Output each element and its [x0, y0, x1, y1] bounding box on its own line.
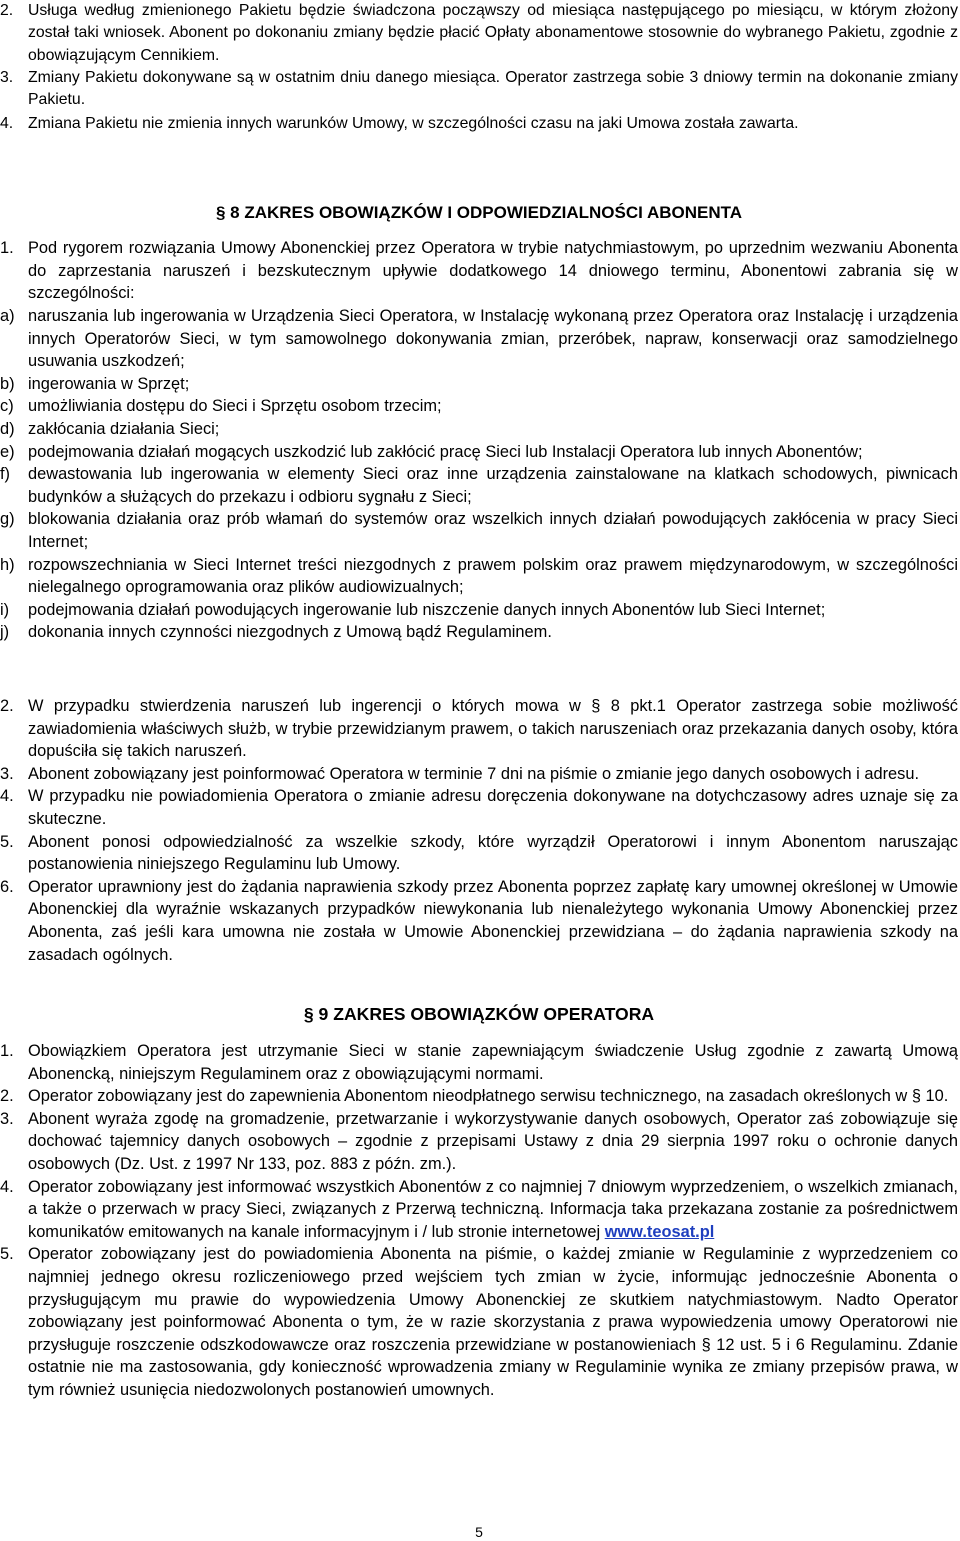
sub-item-text: blokowania działania oraz prób włamań do systemów oraz wszelkich innych działań powodujących zakłócenia w pracy Sieci Internet;	[28, 510, 958, 551]
list-item	[0, 1108, 958, 1176]
sub-item-text: dewastowania lub ingerowania w elementy Sieci oraz inne urządzenia zainstalowane na klatkach schodowych, piwnicach budynków a służących do przekazu i odbioru sygnału z Sieci;	[28, 465, 958, 506]
item-text: Abonent wyraża zgodę na gromadzenie, przetwarzanie i wykorzystywanie danych osobowych, Operator zaś zobowiązuje się dochować tajemnicy danych osobowych – zgodnie z przepisami Ustawy z dnia 29 sierpnia 1997 roku o ochronie danych osobowych (Dz. Ust. z 1997 Nr 133, poz. 883 z późn. zm.).	[28, 1109, 958, 1173]
item-number: 1.	[0, 239, 14, 257]
sub-item-text: rozpowszechniania w Sieci Internet treści niezgodnych z prawem polskim oraz prawem międzynarodowym, w szczególności nielegalnego oprogramowania oraz plików audiowizualnych;	[28, 555, 958, 597]
item-number: 4.	[0, 787, 14, 806]
list-item	[0, 237, 958, 305]
item-number: 2.	[0, 2, 14, 19]
sub-item-letter: f)	[0, 465, 11, 484]
list-item	[0, 1085, 958, 1108]
item-text: Abonent ponosi odpowiedzialność za wszelkie szkody, które wyrządził Operatorowi i innym Abonentom naruszając postanowienia niniejszego Regulaminu lub Umowy.	[28, 832, 958, 874]
sub-item	[0, 599, 958, 622]
sub-item-letter: j)	[0, 623, 10, 642]
item-text: Zmiany Pakietu dokonywane są w ostatnim dniu danego miesiąca. Operator zastrzega sobie 3 dniowy termin na dokonanie zmiany Pakietu.	[28, 69, 958, 109]
item-text: W przypadku stwierdzenia naruszeń lub ingerencji o których mowa w § 8 pkt.1 Operator zastrzega sobie możliwość zawiadomienia właściwych służb, w trybie przewidzianym prawem, o takich naruszeniach oraz przekazania danych osoby, która dopuściła się takich naruszeń.	[28, 697, 958, 761]
item-text	[28, 1176, 958, 1244]
item-text: Operator zobowiązany jest do zapewnienia Abonentom nieodpłatnego serwisu technicznego, na zasadach określonych w § 10.	[28, 1087, 949, 1106]
sub-item	[0, 373, 958, 396]
item-text-body: Operator zobowiązany jest informować wszystkich Abonentów z co najmniej 7 dniowym wyprzedzeniem, o wszelkich zmianach, a także o przerwach w pracy Sieci, związanych z Przerwą techniczną. Informacja taka przekazana zostanie za pośrednictwem komunikatów emitowanych na kanale informacyjnym i / lub stronie internetowej	[28, 1177, 958, 1241]
item-number: 4.	[0, 1177, 14, 1196]
list-block	[0, 1040, 958, 1402]
sub-item-letter: b)	[0, 374, 15, 393]
item-number: 3.	[0, 69, 14, 86]
item-number: 3.	[0, 764, 14, 783]
item-text: Zmiana Pakietu nie zmienia innych warunków Umowy, w szczególności czasu na jaki Umowa została zawarta.	[28, 115, 799, 132]
item-number: 1.	[0, 1042, 14, 1060]
list-item	[0, 831, 958, 876]
sub-item-text: podejmowania działań mogących uszkodzić lub zakłócić pracę Sieci lub Instalacji Operatora lub innych Abonentów;	[28, 442, 863, 461]
item-text: Usługa według zmienionego Pakietu będzie świadczona począwszy od miesiąca następującego po miesiącu, w którym złożony został taki wniosek. Abonent po dokonaniu zmiany będzie płacić Opłaty abonamentowe stosownie do wybranego Pakietu, zgodnie z obowiązującym Cennikiem.	[28, 2, 958, 64]
sub-item-letter: d)	[0, 419, 15, 438]
sub-item-letter: h)	[0, 555, 15, 574]
item-number: 6.	[0, 877, 14, 896]
list-item	[0, 1243, 958, 1401]
list-item	[0, 113, 958, 135]
sub-item	[0, 463, 958, 508]
sub-item-text: dokonania innych czynności niezgodnych z Umową bądź Regulaminem.	[28, 623, 552, 642]
item-number: 3.	[0, 1109, 14, 1128]
item-text: Pod rygorem rozwiązania Umowy Abonenckiej przez Operatora w trybie natychmiastowym, po uprzednim wezwaniu Abonenta do zaprzestania naruszeń i bezskutecznym upływie dodatkowego 14 dniowego terminu, Abonentowi zabrania się w szczególności:	[28, 239, 958, 303]
item-text: W przypadku nie powiadomienia Operatora o zmianie adresu doręczenia dokonywane na dotychczasowy adres uznaje się za skuteczne.	[28, 787, 958, 828]
sub-item	[0, 508, 958, 553]
sub-item-letter: c)	[0, 397, 14, 416]
list-item	[0, 763, 958, 786]
item-text: Operator uprawniony jest do żądania naprawienia szkody przez Abonenta poprzez zapłatę kary umownej określonej w Umowie Abonenckiej dla wyraźnie wskazanych przypadków niewykonania lub nienależytego wykonania Umowy Abonenckiej przez Abonenta, zaś jeśli kara umowna nie została w Umowie Abonenckiej przewidziana – do żądania naprawienia szkody na zasadach ogólnych.	[28, 877, 958, 964]
sub-item-text: podejmowania działań powodujących ingerowanie lub niszczenie danych innych Abonentów lub Sieci Internet;	[28, 600, 826, 619]
list-item	[0, 695, 958, 763]
sub-item	[0, 554, 958, 599]
item-number: 2.	[0, 1087, 14, 1106]
item-number: 2.	[0, 697, 14, 715]
sub-item	[0, 418, 958, 441]
list-item	[0, 785, 958, 830]
sub-item	[0, 621, 958, 644]
item-text: Obowiązkiem Operatora jest utrzymanie Sieci w stanie zapewniającym świadczenie Usług zgodnie z zawartą Umową Abonencką, niniejszym Regulaminem oraz z obowiązującymi normami.	[28, 1042, 958, 1083]
sub-item-letter: g)	[0, 510, 15, 529]
item-number: 4.	[0, 115, 14, 132]
item-text: Operator zobowiązany jest do powiadomienia Abonenta na piśmie, o każdej zmianie w Regulaminie z wyprzedzeniem co najmniej jednego okresu rozliczeniowego przed wejściem tych zmian w życie, informując jednocześnie Abonenta o przysługującym mu prawie do wypowiedzenia Umowy Abonenckiej ze skutkiem natychmiastowym. Nadto Operator zobowiązany jest poinformować Abonenta o tym, że w razie skorzystania z prawa wypowiedzenia umowy Operatorowi nie przysługuje roszczenie odszkodowawcze oraz roszczenia przewidziane w postanowieniach § 12 ust. 5 i 6 Regulaminu. Zdanie ostatnie nie ma zastosowania, gdy konieczność wprowadzenia zmiany w Regulaminie wynika ze zmiany przepisów prawa, w tym również usunięcia niedozwolonych postanowień umownych.	[28, 1245, 958, 1399]
list-item	[0, 1040, 958, 1085]
list-block	[0, 695, 958, 966]
section-heading: § 9 ZAKRES OBOWIĄZKÓW OPERATORA	[303, 1004, 655, 1024]
website-link[interactable]: www.teosat.pl	[604, 1222, 715, 1241]
sub-item	[0, 441, 958, 464]
sub-item-letter: e)	[0, 442, 15, 461]
sub-item-letter: i)	[0, 600, 10, 619]
item-number: 5.	[0, 1245, 14, 1264]
sub-item-text: zakłócania działania Sieci;	[28, 419, 220, 438]
sub-item	[0, 395, 958, 418]
sub-item-text: umożliwiania dostępu do Sieci i Sprzętu osobom trzecim;	[28, 397, 442, 416]
sub-item	[0, 305, 958, 373]
sub-item-text: naruszania lub ingerowania w Urządzenia Sieci Operatora, w Instalację wykonaną przez Operatora oraz Instalację i urządzenia innych Operatorów Sieci, w tym samowolnego dokonywania zmian, przeróbek, napraw, konserwacji oraz samodzielnego usuwania uszkodzeń;	[28, 307, 958, 371]
sub-item-letter: a)	[0, 307, 15, 325]
list-item	[0, 876, 958, 966]
sub-item-text: ingerowania w Sprzęt;	[28, 374, 190, 393]
list-item	[0, 1176, 958, 1244]
item-number: 5.	[0, 832, 14, 851]
section-heading: § 8 ZAKRES OBOWIĄZKÓW I ODPOWIEDZIALNOŚCI ABONENTA	[215, 203, 743, 222]
list-item	[0, 0, 958, 67]
sub-list	[0, 305, 958, 644]
page-number: 5	[475, 1524, 483, 1540]
list-item	[0, 67, 958, 112]
item-text: Abonent zobowiązany jest poinformować Operatora w terminie 7 dni na piśmie o zmianie jego danych osobowych i adresu.	[28, 764, 920, 783]
